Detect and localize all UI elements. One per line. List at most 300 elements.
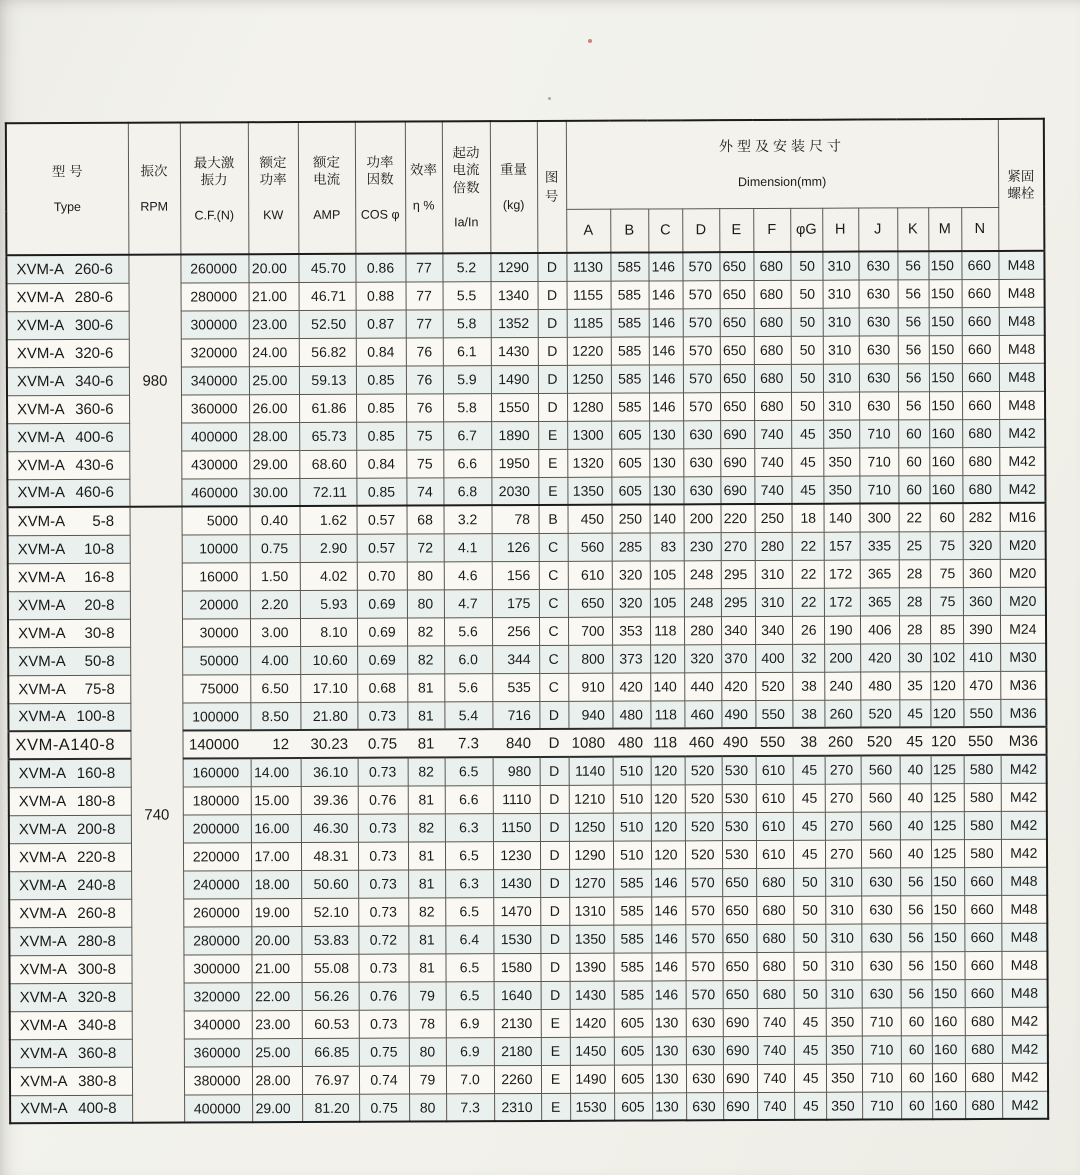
cell-kw: 21.00: [249, 282, 299, 310]
cell-model: [10, 983, 132, 1012]
cell-start: 7.0: [446, 1065, 494, 1093]
cell-dim-N: 660: [962, 363, 999, 391]
cell-start: 6.6: [443, 449, 491, 477]
header-dimension-group: [566, 119, 998, 209]
cell-dim-M: 150: [929, 279, 962, 307]
cell-dim-B: 605: [611, 477, 649, 505]
cell-dim-φG: 50: [793, 868, 825, 896]
cell-weight: 1230: [493, 841, 540, 869]
cell-dim-J: 335: [860, 532, 899, 560]
cell-amp: 39.36: [301, 786, 358, 814]
cell-start: 6.3: [445, 869, 493, 897]
cell-bolt: M42: [999, 475, 1045, 503]
cell-dim-C: 130: [652, 1037, 686, 1065]
cell-dim-M: 150: [931, 923, 964, 951]
cell-fig: D: [538, 365, 567, 393]
cell-cf: 75000: [182, 674, 250, 702]
cell-kw: 20.00: [248, 254, 298, 282]
cell-dim-D: 570: [683, 308, 720, 336]
cell-cos: 0.73: [359, 1010, 409, 1038]
cell-cos: 0.69: [357, 618, 407, 646]
model-size: 260-6: [74, 260, 113, 278]
cell-dim-K: 22: [898, 503, 929, 531]
cell-cos: 0.72: [358, 926, 408, 954]
cell-eff: 68: [406, 506, 443, 534]
cell-kw: 20.00: [251, 926, 301, 954]
cell-dim-E: 690: [723, 1008, 757, 1036]
model-size: 100-8: [76, 708, 115, 726]
cell-dim-J: 406: [860, 616, 899, 644]
cell-dim-K: 56: [900, 923, 931, 951]
cell-dim-K: 56: [897, 251, 928, 279]
header-dim-F: F: [753, 208, 790, 252]
cell-cf: 320000: [184, 982, 252, 1010]
model-size: 340-6: [75, 372, 114, 390]
cell-dim-B: 373: [612, 645, 650, 673]
cell-dim-J: 710: [859, 476, 898, 504]
cell-dim-A: 910: [568, 673, 612, 701]
cell-dim-J: 520: [860, 728, 899, 756]
header-rpm-en: RPM: [140, 199, 169, 214]
header-cos-zh: 功率 因数: [366, 154, 394, 187]
cell-weight: 1110: [493, 785, 540, 813]
model-size: 30-8: [84, 624, 115, 642]
cell-dim-B: 320: [612, 589, 650, 617]
cell-dim-N: 680: [965, 1035, 1002, 1063]
cell-cf: 300000: [183, 954, 251, 982]
cell-dim-F: 680: [756, 952, 793, 980]
cell-start: 5.6: [444, 617, 492, 645]
cell-dim-B: 320: [612, 561, 650, 589]
cell-start: 6.4: [445, 925, 493, 953]
cell-amp: 46.30: [301, 814, 358, 842]
cell-cf: 300000: [181, 310, 249, 338]
cell-eff: 82: [407, 646, 444, 674]
cell-cf: 260000: [183, 898, 251, 926]
model-name: XVM-A: [17, 596, 66, 614]
cell-cos: 0.85: [356, 366, 406, 394]
model-name: XVM-A: [18, 680, 66, 698]
cell-dim-N: 550: [963, 727, 1000, 755]
cell-dim-N: 580: [964, 755, 1001, 783]
cell-cf: 5000: [181, 506, 249, 534]
cell-dim-C: 118: [650, 617, 684, 645]
cell-cos: 0.57: [357, 534, 407, 562]
cell-bolt: M48: [999, 335, 1045, 363]
cell-dim-C: 146: [652, 981, 686, 1009]
cell-dim-φG: 50: [791, 308, 823, 336]
cell-dim-C: 105: [650, 561, 684, 589]
cell-dim-J: 365: [860, 560, 899, 588]
cell-start: 5.6: [444, 673, 492, 701]
cell-dim-N: 580: [964, 839, 1001, 867]
cell-dim-H: 172: [824, 588, 860, 616]
cell-dim-C: 130: [649, 421, 683, 449]
cell-cf: 160000: [183, 758, 251, 786]
cell-dim-φG: 45: [791, 420, 823, 448]
cell-kw: 26.00: [249, 394, 299, 422]
header-dim-A: A: [566, 209, 610, 253]
cell-dim-D: 630: [683, 448, 720, 476]
cell-bolt: M30: [1000, 643, 1046, 671]
cell-dim-M: 160: [932, 1007, 965, 1035]
cell-dim-M: 150: [929, 391, 962, 419]
cell-dim-N: 680: [965, 1063, 1002, 1091]
cell-dim-N: 550: [963, 699, 1000, 727]
cell-fig: D: [540, 841, 569, 869]
spec-table: [5, 118, 1049, 1125]
cell-eff: 81: [408, 786, 445, 814]
cell-kw: 6.50: [250, 674, 300, 702]
header-fig-zh: 图 号: [544, 169, 559, 205]
cell-start: 5.8: [443, 393, 491, 421]
cell-dim-A: 450: [567, 505, 611, 533]
cell-cf: 16000: [182, 562, 250, 590]
cell-dim-E: 370: [721, 644, 755, 672]
model-size: 240-8: [77, 876, 116, 894]
cell-cos: 0.75: [357, 730, 407, 758]
cell-amp: 66.85: [302, 1038, 359, 1066]
cell-dim-φG: 50: [790, 252, 822, 280]
cell-start: 6.8: [443, 477, 491, 505]
cell-dim-N: 470: [963, 671, 1000, 699]
model-name: XVM-A: [17, 484, 65, 502]
cell-dim-C: 120: [651, 785, 685, 813]
cell-dim-D: 520: [685, 784, 722, 812]
cell-dim-M: 125: [931, 755, 964, 783]
cell-dim-A: 1350: [567, 477, 611, 505]
header-cos-en: COS φ: [360, 207, 400, 222]
cell-dim-K: 56: [900, 867, 931, 895]
cell-dim-A: 1390: [569, 953, 613, 981]
cell-amp: 46.71: [299, 282, 356, 310]
cell-dim-E: 690: [720, 420, 754, 448]
cell-cf: 340000: [184, 1010, 252, 1038]
cell-fig: D: [538, 309, 567, 337]
cell-dim-E: 530: [722, 840, 756, 868]
cell-dim-H: 350: [826, 1092, 862, 1120]
cell-dim-F: 610: [756, 812, 793, 840]
cell-dim-E: 650: [720, 392, 754, 420]
cell-dim-C: 130: [652, 1065, 686, 1093]
cell-dim-N: 660: [964, 895, 1001, 923]
cell-dim-J: 560: [861, 840, 900, 868]
cell-dim-E: 650: [722, 868, 756, 896]
cell-cos: 0.73: [358, 898, 408, 926]
cell-dim-N: 580: [964, 783, 1001, 811]
cell-eff: 75: [406, 450, 443, 478]
model-name: XVM-A: [19, 876, 67, 894]
cell-kw: 21.00: [251, 954, 301, 982]
cell-start: 4.6: [444, 561, 492, 589]
model-name: XVM-A: [17, 400, 65, 418]
model-name: XVM-A: [20, 1100, 68, 1118]
cell-weight: 1340: [491, 281, 538, 309]
cell-start: 5.5: [443, 281, 491, 309]
cell-weight: 175: [492, 589, 539, 617]
cell-dim-A: 1250: [569, 813, 613, 841]
cell-kw: 23.00: [252, 1010, 302, 1038]
cell-cf: 360000: [184, 1038, 252, 1066]
cell-kw: 29.00: [252, 1094, 302, 1122]
cell-dim-A: 800: [568, 645, 612, 673]
model-name: XVM-A: [18, 624, 66, 642]
cell-dim-J: 710: [862, 1092, 901, 1120]
cell-dim-C: 146: [651, 869, 685, 897]
cell-cf: 380000: [184, 1066, 252, 1094]
model-size: 360-8: [77, 1044, 117, 1062]
cell-amp: 53.83: [301, 926, 358, 954]
cell-dim-B: 585: [611, 337, 649, 365]
cell-dim-φG: 45: [791, 448, 823, 476]
cell-dim-φG: 38: [792, 728, 824, 756]
scan-speck: [548, 97, 551, 100]
cell-dim-D: 570: [683, 336, 720, 364]
cell-amp: 56.82: [299, 338, 356, 366]
cell-dim-N: 680: [962, 475, 999, 503]
cell-dim-N: 680: [962, 447, 999, 475]
cell-dim-φG: 45: [791, 476, 823, 504]
cell-dim-F: 680: [754, 364, 791, 392]
cell-fig: D: [538, 337, 567, 365]
cell-weight: 1490: [491, 365, 538, 393]
cell-cos: 0.73: [358, 842, 408, 870]
cell-cf: 360000: [181, 394, 249, 422]
header-rpm: [128, 123, 181, 255]
cell-dim-D: 280: [684, 616, 721, 644]
cell-cos: 0.88: [356, 282, 406, 310]
cell-dim-H: 310: [822, 252, 858, 280]
cell-start: 7.3: [446, 1093, 494, 1121]
header-type: [6, 123, 129, 256]
model-name: XVM-A: [17, 428, 65, 446]
cell-dim-D: 248: [684, 560, 721, 588]
cell-dim-J: 710: [862, 1008, 901, 1036]
header-amp-en: AMP: [313, 207, 341, 222]
model-name: XVM-A: [18, 652, 66, 670]
cell-fig: C: [539, 645, 568, 673]
cell-dim-B: 605: [614, 1065, 652, 1093]
cell-kw: 17.00: [251, 842, 301, 870]
cell-dim-φG: 45: [794, 1036, 826, 1064]
cell-dim-H: 200: [824, 644, 860, 672]
cell-dim-B: 605: [611, 421, 649, 449]
cell-cos: 0.73: [358, 814, 408, 842]
model-name: XVM-A: [19, 988, 68, 1006]
cell-fig: D: [540, 869, 569, 897]
cell-dim-H: 310: [825, 896, 861, 924]
cell-cos: 0.74: [359, 1066, 409, 1094]
header-centrifugal-force: [180, 122, 249, 254]
header-rpm-zh: 振次: [140, 163, 168, 180]
cell-dim-J: 710: [859, 420, 898, 448]
cell-dim-H: 310: [823, 308, 859, 336]
cell-dim-φG: 50: [794, 980, 826, 1008]
header-type-en: Type: [53, 199, 82, 214]
cell-eff: 81: [408, 842, 445, 870]
cell-fig: D: [540, 813, 569, 841]
cell-dim-F: 680: [754, 280, 791, 308]
model-name: XVM-A: [19, 1016, 68, 1034]
cell-dim-A: 1250: [567, 365, 611, 393]
cell-dim-F: 680: [757, 980, 794, 1008]
cell-dim-M: 102: [930, 643, 963, 671]
cell-dim-F: 740: [757, 1008, 794, 1036]
cell-weight: 2260: [494, 1065, 541, 1093]
cell-dim-A: 1185: [567, 309, 611, 337]
cell-dim-N: 410: [963, 643, 1000, 671]
cell-cos: 0.76: [358, 786, 408, 814]
cell-dim-K: 35: [899, 671, 930, 699]
cell-dim-D: 630: [686, 1064, 723, 1092]
cell-dim-F: 250: [754, 504, 791, 532]
cell-dim-J: 630: [859, 364, 898, 392]
cell-dim-H: 270: [825, 784, 861, 812]
cell-dim-J: 630: [858, 252, 897, 280]
cell-dim-E: 650: [723, 980, 757, 1008]
cell-model: [6, 255, 128, 284]
header-cf-en: C.F.(N): [194, 207, 235, 222]
cell-weight: 78: [491, 505, 538, 533]
cell-dim-C: 130: [649, 449, 683, 477]
cell-amp: 72.11: [299, 478, 356, 506]
cell-cos: 0.85: [356, 394, 406, 422]
cell-dim-A: 1450: [570, 1037, 614, 1065]
cell-kw: 18.00: [251, 870, 301, 898]
cell-dim-A: 610: [568, 561, 612, 589]
cell-dim-E: 650: [720, 336, 754, 364]
cell-bolt: M48: [1001, 895, 1047, 923]
cell-model: [8, 619, 130, 648]
cell-bolt: M48: [998, 251, 1044, 279]
cell-dim-E: 650: [722, 924, 756, 952]
cell-amp: 21.80: [300, 702, 357, 730]
cell-amp: 48.31: [301, 842, 358, 870]
cell-dim-F: 310: [755, 560, 792, 588]
cell-eff: 81: [408, 926, 445, 954]
cell-dim-F: 550: [755, 728, 792, 756]
model-size: 160-8: [76, 764, 116, 782]
cell-kw: 23.00: [249, 310, 299, 338]
cell-cos: 0.70: [357, 562, 407, 590]
cell-weight: 1530: [493, 925, 540, 953]
cell-dim-J: 710: [859, 448, 898, 476]
cell-dim-F: 680: [756, 868, 793, 896]
cell-cos: 0.57: [356, 506, 406, 534]
cell-start: 3.2: [443, 505, 491, 533]
cell-dim-D: 460: [684, 700, 721, 728]
cell-amp: 68.60: [299, 450, 356, 478]
cell-dim-B: 480: [612, 701, 650, 729]
cell-dim-C: 146: [651, 897, 685, 925]
cell-dim-M: 150: [929, 335, 962, 363]
cell-dim-J: 630: [859, 336, 898, 364]
cell-dim-H: 350: [826, 1036, 862, 1064]
cell-dim-M: 120: [930, 699, 963, 727]
model-name: XVM-A140-8: [15, 735, 116, 754]
cell-amp: 81.20: [302, 1094, 359, 1122]
cell-dim-F: 520: [755, 672, 792, 700]
cell-kw: 28.00: [252, 1066, 302, 1094]
cell-dim-H: 140: [823, 504, 859, 532]
cell-dim-N: 660: [962, 335, 999, 363]
cell-fig: D: [540, 925, 569, 953]
cell-dim-C: 105: [650, 589, 684, 617]
cell-dim-F: 740: [754, 476, 791, 504]
model-name: XVM-A: [19, 960, 68, 978]
header-dim-zh: 外型及安装尺寸: [718, 137, 845, 155]
cell-dim-J: 630: [861, 896, 900, 924]
cell-dim-F: 680: [756, 896, 793, 924]
model-name: XVM-A: [18, 820, 67, 838]
cell-amp: 55.08: [301, 954, 358, 982]
cell-fig: C: [539, 561, 568, 589]
cell-bolt: M20: [1000, 587, 1046, 615]
cell-dim-F: 680: [754, 392, 791, 420]
cell-dim-F: 400: [755, 644, 792, 672]
cell-dim-H: 270: [825, 840, 861, 868]
cell-dim-F: 680: [756, 924, 793, 952]
cell-bolt: M48: [1002, 979, 1048, 1007]
cell-dim-H: 270: [825, 812, 861, 840]
cell-dim-A: 1420: [570, 1009, 614, 1037]
cell-cf: 430000: [181, 450, 249, 478]
cell-dim-F: 740: [757, 1036, 794, 1064]
cell-fig: E: [541, 1037, 570, 1065]
cell-bolt: M42: [1001, 755, 1047, 783]
model-name: XVM-A: [18, 708, 66, 726]
cell-dim-E: 690: [723, 1064, 757, 1092]
cell-dim-E: 530: [722, 784, 756, 812]
header-amp-zh: 额定 电流: [312, 154, 341, 187]
scan-speck: [588, 39, 592, 43]
cell-start: 6.0: [444, 645, 492, 673]
cell-dim-B: 285: [612, 533, 650, 561]
header-dim-φG: φG: [790, 208, 822, 252]
header-dim-J: J: [858, 208, 897, 252]
header-type-zh: 型 号: [51, 164, 83, 180]
cell-dim-K: 56: [898, 307, 929, 335]
cell-dim-D: 570: [685, 868, 722, 896]
cell-weight: 2310: [494, 1093, 541, 1121]
cell-dim-F: 680: [754, 336, 791, 364]
cell-dim-φG: 45: [794, 1064, 826, 1092]
cell-weight: 1550: [491, 393, 538, 421]
cell-fig: D: [538, 393, 567, 421]
cell-fig: D: [541, 981, 570, 1009]
cell-dim-J: 560: [861, 784, 900, 812]
cell-dim-C: 146: [648, 253, 682, 281]
cell-eff: 76: [406, 394, 443, 422]
cell-dim-K: 30: [899, 643, 930, 671]
cell-fig: D: [538, 281, 567, 309]
cell-kw: 8.50: [250, 702, 300, 730]
model-size: 280-8: [77, 932, 116, 950]
model-name: XVM-A: [16, 260, 65, 279]
cell-dim-E: 490: [721, 728, 755, 756]
cell-dim-H: 310: [826, 980, 862, 1008]
model-size: 180-8: [76, 792, 116, 810]
cell-dim-D: 570: [683, 364, 720, 392]
cell-dim-B: 605: [614, 1009, 652, 1037]
cell-dim-K: 40: [900, 839, 931, 867]
cell-eff: 81: [408, 870, 445, 898]
cell-amp: 1.62: [299, 506, 356, 534]
cell-model: [8, 675, 130, 704]
cell-bolt: M20: [1000, 531, 1046, 559]
cell-fig: D: [540, 897, 569, 925]
cell-kw: 12: [250, 730, 300, 758]
